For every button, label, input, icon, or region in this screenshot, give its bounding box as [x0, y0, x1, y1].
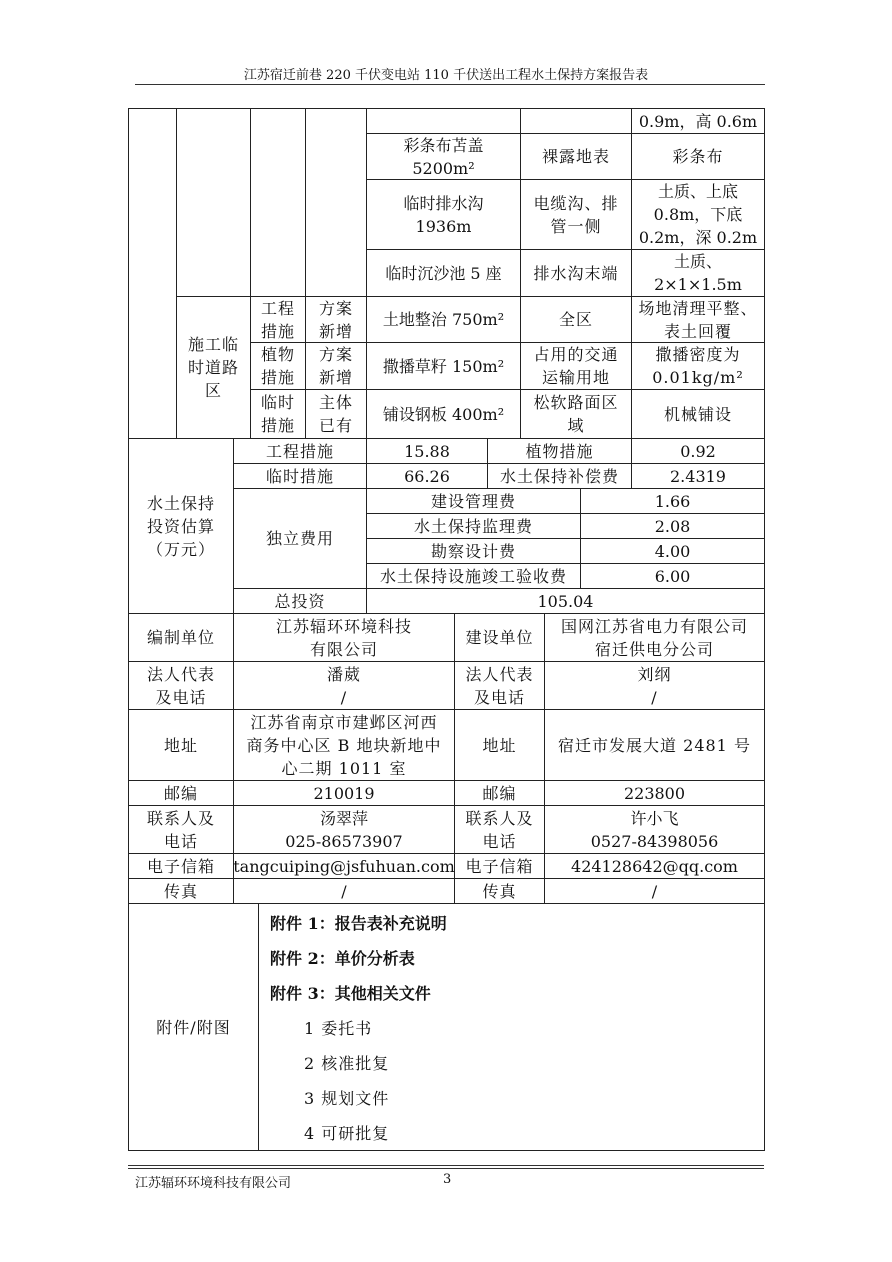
compensation-label: 水土保持补偿费 — [487, 463, 632, 489]
attachment-item: 附件 2：单价分析表 — [270, 949, 415, 968]
r4-spec-cell: 土质、 2×1×1.5m — [631, 249, 765, 297]
indep-item-value: 2.08 — [580, 513, 765, 539]
indep-item-value: 1.66 — [580, 488, 765, 514]
total-investment-value: 105.04 — [366, 588, 765, 614]
r7-measure-type: 临时 措施 — [250, 389, 306, 439]
r5-measure-cell: 土地整治 750m² — [366, 296, 521, 343]
fax-value-right: / — [544, 878, 765, 904]
document-header-title: 江苏宿迁前巷 220 千伏变电站 110 千伏送出工程水土保持方案报告表 — [243, 68, 649, 83]
r2-location-cell: 裸露地表 — [520, 133, 632, 180]
footer-rule — [128, 1165, 764, 1166]
fax-label-right: 传真 — [454, 878, 545, 904]
zone-column-blank — [128, 108, 177, 439]
temp-measure-label: 临时措施 — [233, 463, 367, 489]
address-value-right: 宿迁市发展大道 2481 号 — [544, 709, 765, 781]
r5-location-cell: 全区 — [520, 296, 632, 343]
r6-measure-source: 方案 新增 — [305, 342, 367, 390]
legal-rep-label: 法人代表 及电话 — [128, 661, 234, 710]
footer-company: 江苏辐环环境科技有限公司 — [135, 1176, 292, 1191]
contact-label: 联系人及 电话 — [128, 805, 234, 854]
r1-measure-cell — [366, 108, 521, 134]
r2-measure-cell: 彩条布苫盖 5200m² — [366, 133, 521, 180]
email-value-right: 424128642@qq.com — [544, 853, 765, 879]
org-label: 编制单位 — [128, 613, 234, 662]
plant-measure-value: 0.92 — [631, 438, 765, 464]
r5-spec-cell: 场地清理平整、 表土回覆 — [631, 296, 765, 343]
eng-measure-value: 15.88 — [366, 438, 488, 464]
indep-item-label: 建设管理费 — [366, 488, 581, 514]
r3-location-cell: 电缆沟、排 管一侧 — [520, 179, 632, 250]
r6-measure-cell: 撒播草籽 150m² — [366, 342, 521, 390]
r4-location-cell: 排水沟末端 — [520, 249, 632, 297]
address-label-right: 地址 — [454, 709, 545, 781]
builder-value: 国网江苏省电力有限公司 宿迁供电分公司 — [544, 613, 765, 662]
address-label: 地址 — [128, 709, 234, 781]
fax-value-left: / — [233, 878, 455, 904]
legal-rep-value-right: 刘纲 / — [544, 661, 765, 710]
address-value-left: 江苏省南京市建邺区河西 商务中心区 B 地块新地中 心二期 1011 室 — [233, 709, 455, 781]
zip-value-right: 223800 — [544, 780, 765, 806]
measure-source-blank — [305, 108, 367, 297]
r6-spec-cell: 撒播密度为 0.01kg/m² — [631, 342, 765, 390]
attachment-item: 附件 1：报告表补充说明 — [270, 914, 447, 933]
plant-measure-label: 植物措施 — [487, 438, 632, 464]
r7-measure-cell: 铺设钢板 400m² — [366, 389, 521, 439]
attachments-list — [258, 903, 764, 1151]
zip-label: 邮编 — [128, 780, 234, 806]
zip-value-left: 210019 — [233, 780, 455, 806]
r3-spec-cell: 土质、上底 0.8m，下底 0.2m，深 0.2m — [631, 179, 765, 250]
zip-label-right: 邮编 — [454, 780, 545, 806]
r5-measure-type: 工程 措施 — [250, 296, 306, 343]
independent-cost-label: 独立费用 — [233, 488, 367, 589]
attachment-sub-item: 4 可研批复 — [304, 1124, 390, 1143]
investment-label: 水土保持 投资估算 （万元） — [128, 438, 234, 614]
r7-spec-cell: 机械铺设 — [631, 389, 765, 439]
r4-measure-cell: 临时沉沙池 5 座 — [366, 249, 521, 297]
attachments-label: 附件/附图 — [128, 903, 259, 1151]
r7-measure-source: 主体 已有 — [305, 389, 367, 439]
indep-item-value: 6.00 — [580, 563, 765, 589]
email-label-right: 电子信箱 — [454, 853, 545, 879]
zone-temp-road: 施工临 时道路 区 — [176, 296, 251, 439]
compensation-value: 2.4319 — [631, 463, 765, 489]
contact-label-right: 联系人及 电话 — [454, 805, 545, 854]
footer-rule — [128, 1168, 764, 1169]
attachment-item: 附件 3：其他相关文件 — [270, 984, 431, 1003]
indep-item-label: 勘察设计费 — [366, 538, 581, 564]
email-value-left: tangcuiping@jsfuhuan.com — [233, 853, 455, 879]
indep-item-value: 4.00 — [580, 538, 765, 564]
attachment-sub-item: 2 核准批复 — [304, 1054, 390, 1073]
subzone-column-blank — [176, 108, 251, 297]
eng-measure-label: 工程措施 — [233, 438, 367, 464]
builder-label: 建设单位 — [454, 613, 545, 662]
contact-value-left: 汤翠萍 025-86573907 — [233, 805, 455, 854]
r2-spec-cell: 彩条布 — [631, 133, 765, 180]
total-investment-label: 总投资 — [233, 588, 367, 614]
fax-label: 传真 — [128, 878, 234, 904]
indep-item-label: 水土保持监理费 — [366, 513, 581, 539]
r1-spec-cell: 0.9m，高 0.6m — [631, 108, 765, 134]
legal-rep-label-right: 法人代表 及电话 — [454, 661, 545, 710]
measure-type-blank — [250, 108, 306, 297]
r3-measure-cell: 临时排水沟 1936m — [366, 179, 521, 250]
r7-location-cell: 松软路面区 域 — [520, 389, 632, 439]
r5-measure-source: 方案 新增 — [305, 296, 367, 343]
email-label: 电子信箱 — [128, 853, 234, 879]
r1-location-cell — [520, 108, 632, 134]
r6-measure-type: 植物 措施 — [250, 342, 306, 390]
temp-measure-value: 66.26 — [366, 463, 488, 489]
legal-rep-value-left: 潘葳 / — [233, 661, 455, 710]
header-rule — [135, 84, 765, 85]
attachment-sub-item: 1 委托书 — [304, 1019, 373, 1038]
page-number: 3 — [443, 1172, 452, 1187]
attachment-sub-item: 3 规划文件 — [304, 1089, 390, 1108]
org-value: 江苏辐环环境科技 有限公司 — [233, 613, 455, 662]
indep-item-label: 水土保持设施竣工验收费 — [366, 563, 581, 589]
contact-value-right: 许小飞 0527-84398056 — [544, 805, 765, 854]
r6-location-cell: 占用的交通 运输用地 — [520, 342, 632, 390]
